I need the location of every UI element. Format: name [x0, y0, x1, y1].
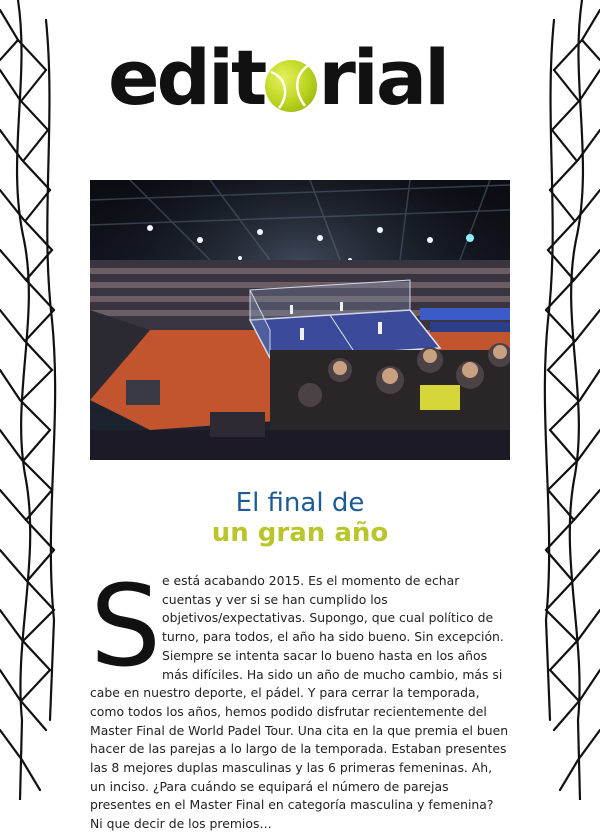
drop-cap: S [90, 562, 162, 692]
headline-line-1: El final de [235, 488, 365, 518]
tennis-net-right-decoration [530, 0, 600, 800]
article-text: e está acabando 2015. Es el momento de echar cuentas y ver si se han cumplido los objetivos/expectativas. Supongo, que cual político de turno, para todos, el año ha sido bueno. Sin excepción. Siempre se intenta sacar lo bueno hasta en los años más difíciles. Ha sido un año de mucho cambio, más si cabe en nuestro deporte, el pádel. Y para cerrar la temporada, como todos los años, hemos podido disfrutar recientemente del Master Final de World Padel Tour. Una cita en la que premia el buen hacer de las parejas a lo largo de la temporada. Estaban presentes las 8 mejores duplas masculinas y las 6 primeras femeninas. Ah, un inciso. ¿Para cuándo se equipará el número de parejas presentes en el Master Final en categoría masculina y femenina? Ni que decir de los premios… [90, 573, 509, 832]
article-body [90, 562, 510, 834]
tennis-ball-icon [265, 60, 317, 112]
tennis-net-left-decoration [0, 0, 70, 800]
padel-arena-photo [90, 180, 510, 460]
masthead-text-end: rial [318, 33, 448, 122]
editorial-masthead [108, 33, 498, 122]
masthead-text-start: edit [108, 33, 265, 122]
headline-line-2: un gran año [211, 518, 389, 548]
